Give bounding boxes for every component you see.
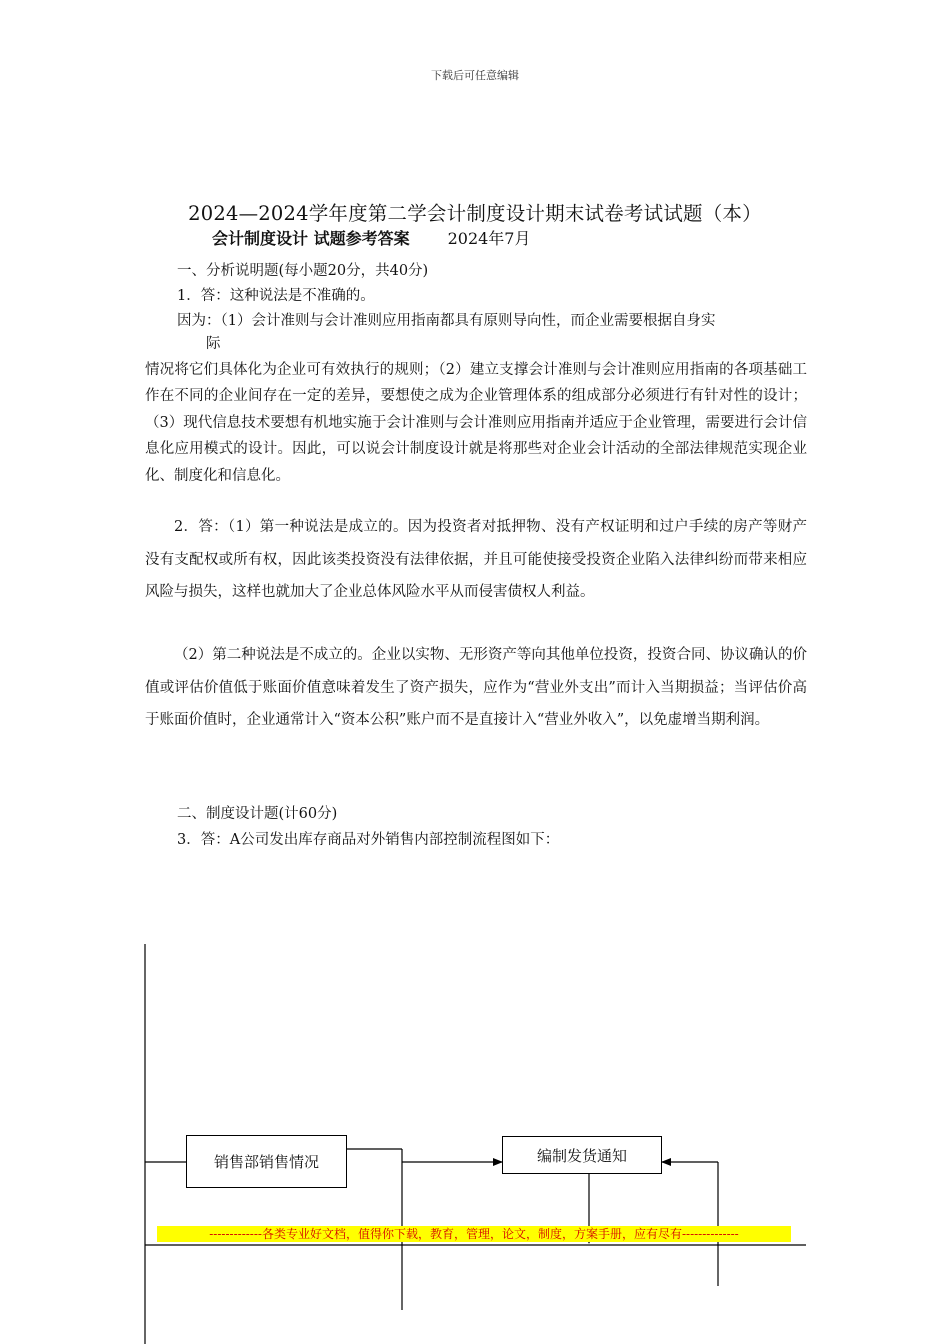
subtitle-label: 会计制度设计 试题参考答案	[212, 229, 410, 248]
section1-heading: 一、分析说明题(每小题20分，共40分)	[177, 263, 429, 279]
flow-box-sales-label: 销售部销售情况	[213, 1153, 319, 1171]
page-title: 2024—2024学年度第二学会计制度设计期末试卷考试试题（本）	[188, 202, 762, 225]
q1-reason-line2: 际	[206, 336, 221, 352]
q2-part2: （2）第二种说法是不成立的。企业以实物、无形资产等向其他单位投资，投资合同、协议确认的价值或评估价值低于账面价值意味着发生了资产损失，应作为“营业外支出”而计入当期损益；当评估价高于账面价值时，企业通常计入“资本公积”账户而不是直接计入“营业外收入”，以免虚增当期利润。	[145, 647, 807, 729]
q1-body: 情况将它们具体化为企业可有效执行的规则；（2）建立支撑会计准则与会计准则应用指南的各项基础工作在不同的企业间存在一定的差异，要想使之成为企业管理体系的组成部分必须进行有针对性的设计；（3）现代信息技术要想有机地实施于会计准则与会计准则应用指南并适应于企业管理，需要进行会计信息化应用模式的设计。因此，可以说会计制度设计就是将那些对企业会计活动的全部法律规范实现企业化、制度化和信息化。	[145, 362, 807, 484]
header-note: 下载后可任意编辑	[431, 69, 519, 82]
flow-box-sales	[186, 1135, 347, 1188]
subtitle-date: 2024年7月	[447, 229, 531, 248]
footer-banner: -------------各类专业好文档，值得你下载，教育，管理，论文，制度，方案手册，应有尽有--------------	[157, 1226, 791, 1242]
q2-part1: 2．答：（1）第一种说法是成立的。因为投资者对抵押物、没有产权证明和过户手续的房产等财产没有支配权或所有权，因此该类投资没有法律依据，并且可能使接受投资企业陷入法律纠纷而带来相应风险与损失，这样也就加大了企业总体风险水平从而侵害债权人利益。	[145, 519, 807, 601]
q1-reason-line1: 因为：（1）会计准则与会计准则应用指南都具有原则导向性，而企业需要根据自身实	[177, 313, 716, 329]
q3-answer: 3．答：A公司发出库存商品对外销售内部控制流程图如下：	[177, 832, 560, 848]
q1-answer: 1．答：这种说法是不准确的。	[177, 288, 375, 304]
flow-box-notice	[502, 1136, 662, 1174]
section2-heading: 二、制度设计题(计60分)	[177, 806, 338, 822]
flow-box-notice-label: 编制发货通知	[536, 1146, 627, 1165]
